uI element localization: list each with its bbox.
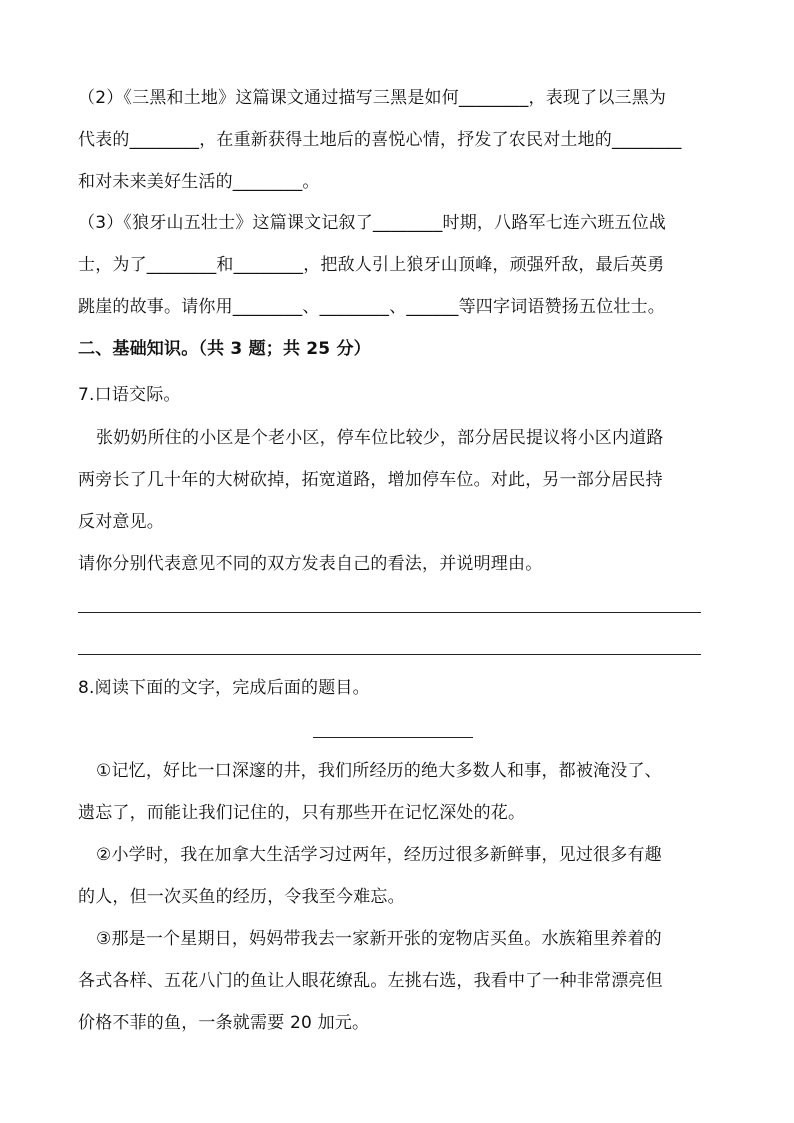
passage-paragraph-3-line-3: 价格不菲的鱼，一条就需要 20 加元。	[78, 1013, 370, 1033]
passage-paragraph-3-line-2: 各式各样、五花八门的鱼让人眼花缭乱。左挑右选，我看中了一种非常漂亮但	[78, 971, 663, 991]
question-8-title: 8.阅读下面的文字，完成后面的题目。	[78, 678, 370, 698]
question-7-prompt: 请你分别代表意见不同的双方发表自己的看法，并说明理由。	[78, 554, 543, 574]
question-2-line-2: 代表的________，在重新获得土地后的喜悦心情，抒发了农民对土地的________	[78, 130, 682, 150]
question-7-paragraph-line-1: 张奶奶所住的小区是个老小区，停车位比较少，部分居民提议将小区内道路	[96, 428, 664, 448]
passage-paragraph-1-line-2: 遗忘了，而能让我们记住的，只有那些开在记忆深处的花。	[78, 803, 526, 823]
question-7-paragraph-line-2: 两旁长了几十年的大树砍掉，拓宽道路，增加停车位。对此，另一部分居民持	[78, 470, 663, 490]
question-2-line-1: （2）《三黑和土地》这篇课文通过描写三黑是如何________，表现了以三黑为	[78, 88, 667, 108]
question-3-line-3: 跳崖的故事。请你用________、________、______等四字词语赞扬五位壮士。	[78, 297, 665, 317]
passage-paragraph-1-line-1: ①记忆，好比一口深邃的井，我们所经历的绝大多数人和事，都被淹没了、	[96, 761, 662, 781]
passage-paragraph-3-line-1: ③那是一个星期日，妈妈带我去一家新开张的宠物店买鱼。水族箱里养着的	[96, 929, 662, 949]
section-2-heading: 二、基础知识。（共 3 题；共 25 分）	[78, 339, 371, 359]
answer-line-1[interactable]	[78, 612, 701, 613]
question-2-line-3: 和对未来美好生活的________。	[78, 172, 320, 192]
passage-paragraph-2-line-1: ②小学时，我在加拿大生活学习过两年，经历过很多新鲜事，见过很多有趣	[96, 845, 662, 865]
passage-title-blank[interactable]	[313, 737, 473, 738]
question-3-line-1: （3）《狼牙山五壮士》这篇课文记叙了________时期，八路军七连六班五位战	[78, 213, 667, 233]
passage-paragraph-2-line-2: 的人，但一次买鱼的经历，令我至今难忘。	[78, 887, 405, 907]
question-3-line-2: 士，为了________和________，把敌人引上狼牙山顶峰，顽强歼敌，最后英勇	[78, 255, 665, 275]
question-7-paragraph-line-3: 反对意见。	[78, 512, 164, 532]
question-7-title: 7.口语交际。	[78, 385, 181, 405]
answer-line-2[interactable]	[78, 654, 701, 655]
